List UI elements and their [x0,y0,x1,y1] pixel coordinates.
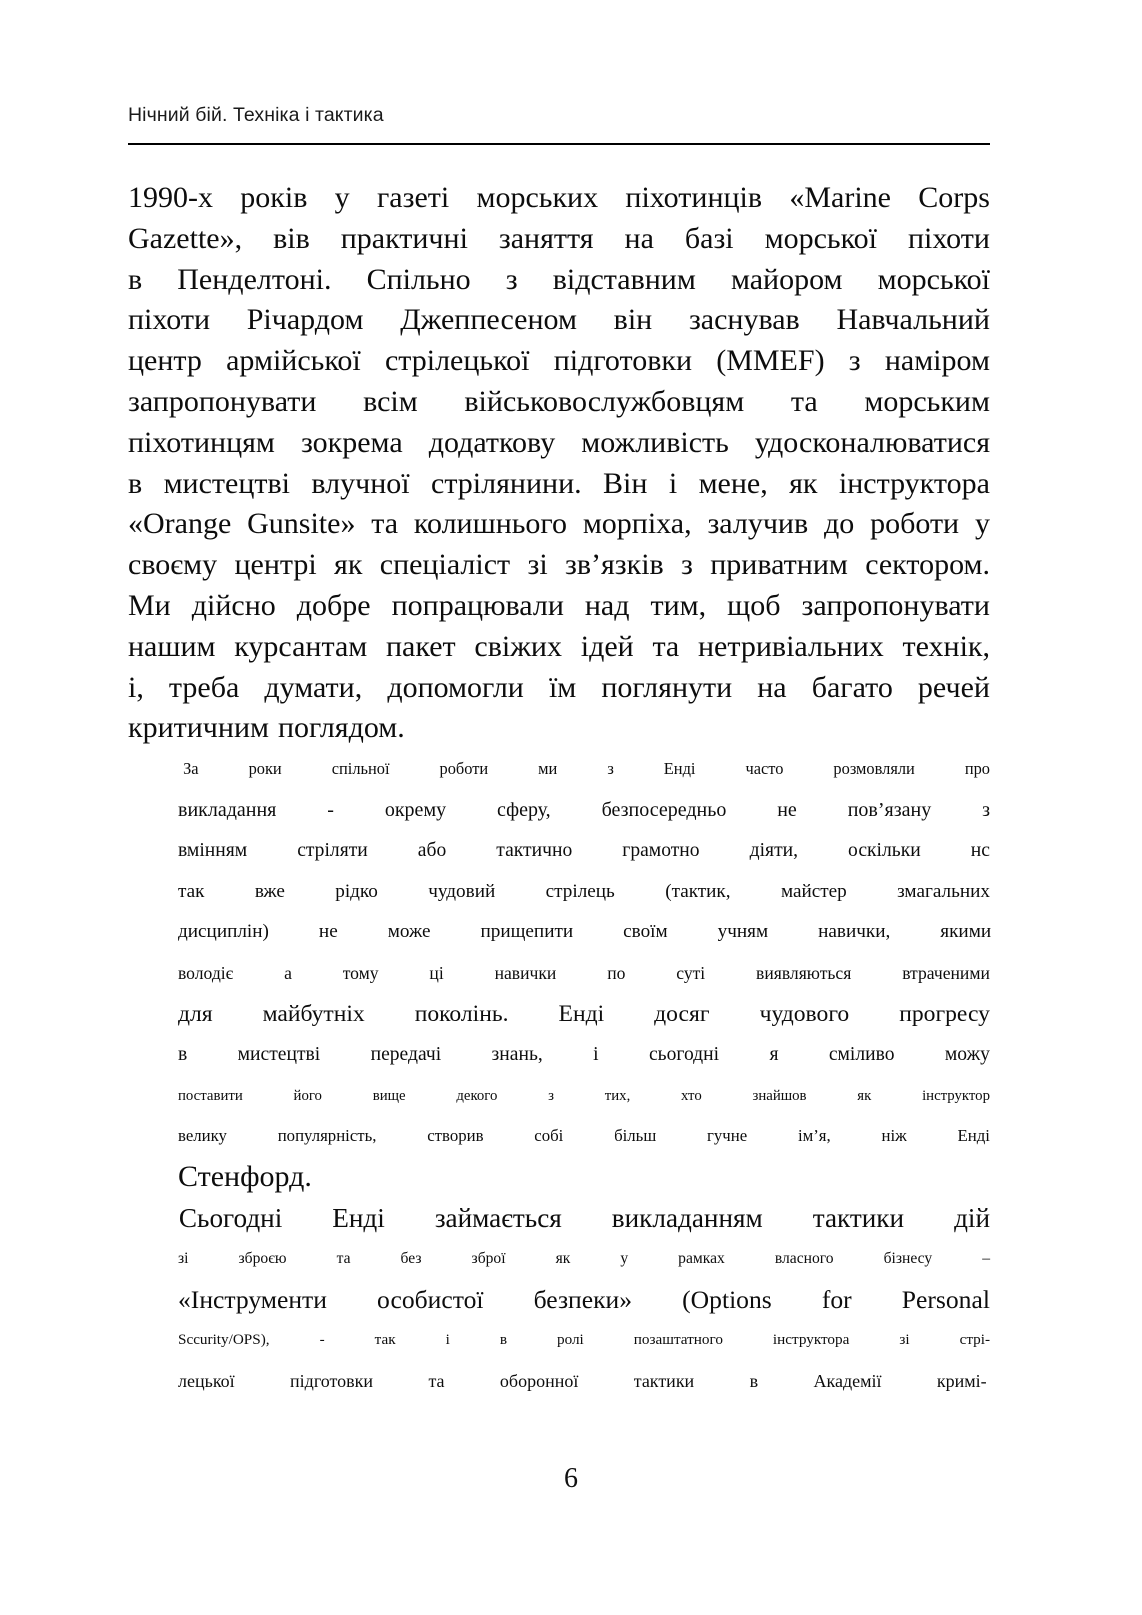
text-line [128,1116,990,1157]
text-word: та [336,1249,351,1267]
text-word: займається [434,1202,562,1233]
text-word: тактики [633,1371,695,1392]
text-word: Пенделтоні. [177,262,332,296]
text-word: досяг [654,1000,710,1027]
text-line [128,749,990,790]
text-word: морської [877,262,990,296]
text-line [128,1035,990,1076]
text-word: сміливо [828,1043,895,1065]
text-word: знань, [491,1043,543,1065]
text-word: треба [168,670,240,704]
text-word: морської [764,221,877,255]
text-word: За [183,759,199,779]
text-word: своєму [128,548,218,582]
text-word: роки [248,759,282,779]
text-word: 1990-х [128,181,213,214]
text-word: Стенфорд. [178,1160,312,1194]
text-word: морпіха, [582,507,692,541]
text-line [128,668,990,709]
text-word: прогресу [899,1000,990,1027]
text-word: - [319,1331,325,1349]
text-word: дисциплін) [178,921,269,943]
text-word: так [178,880,205,902]
page-number: 6 [564,1463,578,1494]
text-word: морських [476,181,599,214]
text-word: мистецтві [237,1043,321,1065]
text-word: ролі [556,1331,584,1349]
text-word: влучної [311,466,410,500]
text-word: знайшов [752,1087,807,1104]
text-word: а [284,963,292,984]
text-word: відставним [552,262,696,296]
text-word: суті [676,963,706,984]
text-word: у [974,507,990,541]
text-word: Річардом [246,303,364,337]
text-word: Енді [957,1126,990,1146]
text-word: Навчальний [836,303,990,337]
text-word: лецької [178,1371,235,1392]
text-word: чудовий [428,880,496,902]
text-word: декого [456,1087,498,1104]
text-word: заняття [498,221,594,255]
text-word: центрі [234,548,317,582]
text-word: інструктора [772,1331,850,1349]
text-word: курсантам [234,629,368,663]
text-word: зі [527,548,548,582]
text-word: велику [178,1126,227,1146]
text-word: більш [614,1126,657,1146]
text-line [128,504,990,545]
text-word: кримі- [936,1371,987,1392]
text-word: ми [538,759,558,779]
text-word: армійської [226,344,361,378]
text-word: у [620,1249,629,1267]
text-word: та [652,629,680,663]
text-word: у [334,181,350,214]
text-word: спеціаліст [379,548,511,582]
text-line [128,423,990,464]
paragraph-3 [128,1198,990,1402]
text-word: приватним [710,548,848,582]
text-word: Gunsite» [247,507,356,541]
text-word: практичні [340,221,468,255]
text-word: зв’язків [564,548,664,582]
text-word: Енді [558,1000,605,1027]
paragraph-2 [128,749,990,1198]
body-text-column [128,178,990,1402]
text-word: майором [730,262,843,296]
text-word: зброєю [238,1249,287,1267]
text-word: в [128,262,143,296]
text-word: піхотинців [625,181,763,214]
text-word: пов’язану [847,798,932,821]
text-word: (MMEF) [716,344,825,378]
text-word: в [749,1371,759,1392]
text-word: якими [940,921,992,943]
text-word: технік, [902,629,990,663]
text-word: багато [811,670,893,704]
text-word: і [668,466,678,500]
text-word: (тактик, [665,880,731,902]
text-word: над [584,588,630,622]
text-word: безпосередньо [601,798,727,821]
text-line [128,994,990,1035]
text-word: майстер [780,880,847,902]
text-word: як [555,1249,571,1267]
text-word: тих, [604,1087,631,1104]
text-word: дійсно [191,588,276,622]
text-word: допомогли [387,670,524,704]
text-word: свіжих [474,629,562,663]
text-word: оскільки [848,839,921,861]
text-word: він [613,303,653,337]
text-word: роботи [870,507,960,541]
text-word: центр [128,344,202,378]
text-word: Gazette», [128,221,243,255]
text-word: поглянути [601,670,733,704]
text-word: піхоти [907,221,990,255]
text-word: на [624,221,654,255]
text-word: прищепити [480,921,574,943]
text-word: Corps [918,181,990,214]
text-line [128,178,990,219]
text-word: без [400,1249,422,1267]
text-word: з [681,548,693,582]
text-word: залучив [707,507,809,541]
text-word: піхотинцям [128,425,275,459]
text-word: Він [603,466,648,500]
text-line [128,831,990,872]
text-word: добре [296,588,371,622]
text-word: підготовки [553,344,693,378]
text-word: морським [864,384,990,418]
text-word: як [334,548,363,582]
text-word: викладанням [611,1202,763,1233]
text-line [128,912,990,953]
text-line [128,627,990,668]
text-word: удосконалюватися [754,425,990,459]
text-line [128,872,990,913]
text-word: нетривіальних [698,629,884,663]
text-word: можу [944,1043,990,1065]
text-word: тактично [496,839,573,861]
text-word: зброї [471,1249,506,1267]
text-word: з [505,262,518,296]
text-word: сьогодні [648,1043,720,1065]
text-word: поглядом. [277,711,405,745]
text-word: щоб [727,588,781,622]
text-word: «Orange [128,507,232,541]
text-word: сектором. [865,548,990,582]
text-word: з [548,1087,555,1104]
text-word: гучне [707,1126,748,1146]
text-word: собі [534,1126,564,1146]
text-line [128,1076,990,1117]
text-line [128,219,990,260]
text-word: учням [717,921,769,943]
text-word: в [128,466,143,500]
text-word: пакет [386,629,456,663]
text-word: ідей [580,629,634,663]
text-word: Сьогодні [178,1202,283,1233]
text-line [128,1320,990,1361]
text-word: запропонувати [801,588,990,622]
text-word: тим, [650,588,707,622]
text-word: вище [372,1087,406,1104]
text-word: і [445,1331,450,1349]
page-footer [0,1463,1142,1495]
header-divider-rule [128,143,990,145]
text-word: з [982,798,990,821]
text-line [128,545,990,586]
text-word: вмінням [178,839,248,861]
text-line [128,1239,990,1280]
text-word: наміром [884,344,990,378]
text-line [128,1280,990,1321]
text-word: поставити [178,1087,243,1104]
text-word: з [848,344,861,378]
text-word: чудового [759,1000,850,1027]
text-word: я [769,1043,779,1065]
text-word: популярність, [277,1126,377,1146]
running-head-text: Нічний бій. Техніка і тактика [128,104,384,126]
text-word: Академії [813,1371,882,1392]
text-word: тактики [812,1202,905,1233]
text-line [128,586,990,627]
text-word: мистецтві [163,466,291,500]
text-line [128,1361,990,1402]
text-word: створив [427,1126,484,1146]
text-word: стріляти [297,839,368,861]
text-word: Sccurity/OPS), [178,1331,270,1349]
text-word: майбутніх [262,1000,365,1027]
text-word: Енді [663,759,696,779]
text-word: розмовляли [833,759,915,779]
text-word: або [417,839,447,861]
text-word: «Інструменти [178,1284,327,1314]
text-word: стрілець [545,880,615,902]
text-line [128,790,990,831]
text-word: його [293,1087,322,1104]
text-word: нашим [128,629,216,663]
text-word: стрілянини. [431,466,582,500]
text-word: не [318,921,338,943]
text-word: років [240,181,308,214]
text-line [128,708,990,749]
text-word: навички [494,963,557,984]
text-word: зокрема [300,425,403,459]
text-word: стрілецької [384,344,530,378]
text-word: навички, [818,921,891,943]
text-line [128,341,990,382]
text-word: оборонної [499,1371,579,1392]
text-word: тому [342,963,379,984]
text-word: сферу, [496,798,551,821]
text-word: та [790,384,818,418]
text-word: і, [128,670,144,704]
text-word: колишнього [413,507,567,541]
text-word: позаштатного [633,1331,723,1349]
text-word: не [777,798,797,821]
text-line [128,382,990,423]
text-word: вів [273,221,310,255]
text-word: бізнесу [883,1249,933,1267]
text-word: - [327,798,334,821]
text-line [128,300,990,341]
text-word: поколінь. [414,1000,509,1027]
text-word: базі [684,221,734,255]
text-word: зі [178,1249,189,1267]
text-line [128,464,990,505]
text-word: діяти, [749,839,799,861]
text-word: передачі [370,1043,442,1065]
text-word: ці [429,963,444,984]
text-word: Енді [332,1202,385,1233]
text-word: ім’я, [797,1126,831,1146]
paragraph-1 [128,178,990,749]
text-word: на [757,670,787,704]
text-line [128,1198,990,1239]
text-word: Ми [128,588,171,622]
text-word: запропонувати [128,384,317,418]
text-word: для [178,1000,213,1027]
text-word: – [982,1249,990,1267]
text-word: втраченими [902,963,990,984]
text-word: попрацювали [391,588,564,622]
text-word: Спільно [366,262,471,296]
text-word: «Marine [789,181,891,214]
text-word: рідко [335,880,378,902]
text-word: (Options [682,1284,772,1314]
text-word: виявляються [756,963,852,984]
text-word: мене, [698,466,768,500]
text-word: думати, [264,670,363,704]
text-word: підготовки [290,1371,374,1392]
text-word: грамотно [622,839,700,861]
text-word: інструктор [922,1087,990,1104]
text-word: можливість [581,425,729,459]
text-word: речей [917,670,990,704]
text-word: рамках [678,1249,725,1267]
text-word: критичним [128,711,269,745]
text-word: газеті [376,181,450,214]
text-word: нс [970,839,990,861]
text-word: по [607,963,626,984]
text-word: як [857,1087,872,1104]
running-head [128,104,990,127]
text-word: всім [363,384,418,418]
text-word: ніж [881,1126,907,1146]
text-word: військовослужбовцям [464,384,745,418]
text-word: окрему [384,798,447,821]
text-word: стрі- [959,1331,991,1349]
text-word: володіє [178,963,234,984]
text-word: та [428,1371,445,1392]
text-word: їм [548,670,577,704]
text-word: і [593,1043,599,1065]
text-word: інструктора [838,466,990,500]
text-word: дій [954,1202,990,1233]
text-word: як [789,466,818,500]
text-word: безпеки» [533,1284,633,1314]
text-line [128,1157,990,1198]
text-word: додаткову [428,425,556,459]
text-word: до [823,507,855,541]
text-word: та [371,507,399,541]
text-word: Personal [901,1284,990,1314]
text-word: піхоти [128,303,211,337]
text-word: Джеппесеном [400,303,577,337]
text-word: роботи [439,759,489,779]
text-word: може [387,921,431,943]
text-word: своїм [623,921,668,943]
text-word: заснував [688,303,800,337]
text-word: спільної [331,759,390,779]
text-word: вже [254,880,285,902]
text-word: часто [745,759,784,779]
text-word: в [178,1043,188,1065]
text-word: про [964,759,990,779]
text-word: змагальних [897,880,990,902]
text-line [128,260,990,301]
text-word: особистої [377,1284,484,1314]
text-word: хто [681,1087,702,1104]
text-word: так [374,1331,396,1349]
text-word: власного [774,1249,834,1267]
text-word: зі [899,1331,910,1349]
text-word: викладання [178,798,277,821]
text-line [128,953,990,994]
text-word: в [499,1331,507,1349]
text-word: з [607,759,614,779]
text-word: for [821,1284,852,1314]
